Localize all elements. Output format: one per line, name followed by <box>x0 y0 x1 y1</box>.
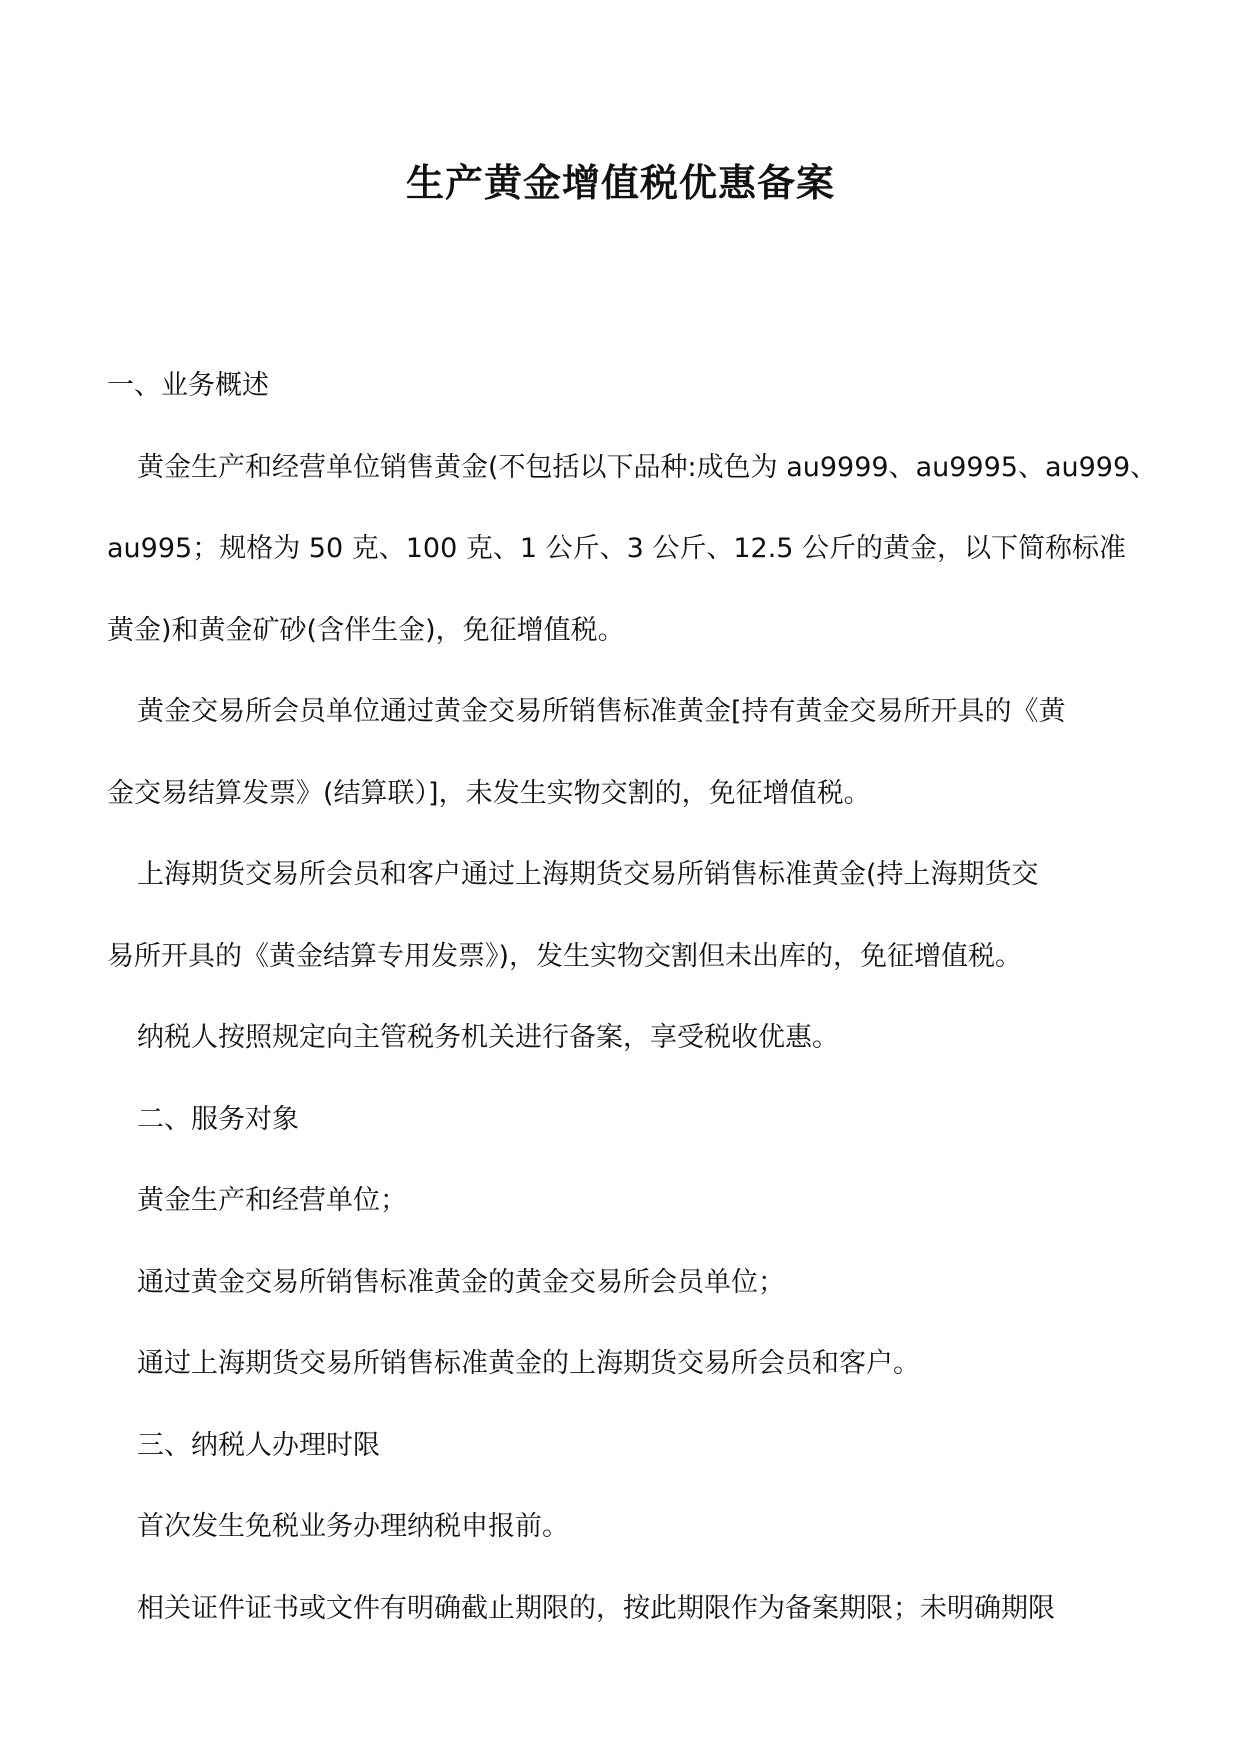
paragraph-line: 黄金交易所会员单位通过黄金交易所销售标准黄金[持有黄金交易所开具的《黄 <box>137 696 1066 727</box>
section-heading-time-limit: 三、纳税人办理时限 <box>137 1429 380 1461</box>
section-heading-overview: 一、业务概述 <box>107 370 269 401</box>
paragraph-line: 黄金)和黄金矿砂(含伴生金)，免征增值税。 <box>107 614 625 646</box>
paragraph-line: 上海期货交易所会员和客户通过上海期货交易所销售标准黄金(持上海期货交 <box>137 859 1039 890</box>
paragraph-line: 金交易结算发票》(结算联）]，未发生实物交割的，免征增值税。 <box>107 777 871 809</box>
paragraph-line: 首次发生免税业务办理纳税申报前。 <box>137 1511 569 1542</box>
list-item: 通过黄金交易所销售标准黄金的黄金交易所会员单位； <box>137 1266 785 1298</box>
page-title: 生产黄金增值税优惠备案 <box>405 161 835 205</box>
paragraph-line: au995；规格为 50 克、100 克、1 公斤、3 公斤、12.5 公斤的黄金，以下简称标准 <box>107 533 1127 564</box>
list-item: 黄金生产和经营单位； <box>137 1185 407 1216</box>
document-body <box>107 345 1158 1649</box>
list-item: 通过上海期货交易所销售标准黄金的上海期货交易所会员和客户。 <box>137 1348 920 1379</box>
paragraph-line: 黄金生产和经营单位销售黄金(不包括以下品种:成色为 au9999、au9995、au999、 <box>137 451 1158 483</box>
paragraph-line: 纳税人按照规定向主管税务机关进行备案，享受税收优惠。 <box>137 1022 839 1053</box>
paragraph-line: 易所开具的《黄金结算专用发票》)，发生实物交割但未出库的，免征增值税。 <box>107 940 1023 972</box>
section-heading-service-targets: 二、服务对象 <box>137 1103 299 1135</box>
paragraph-line: 相关证件证书或文件有明确截止期限的，按此期限作为备案期限；未明确期限 <box>137 1592 1055 1624</box>
